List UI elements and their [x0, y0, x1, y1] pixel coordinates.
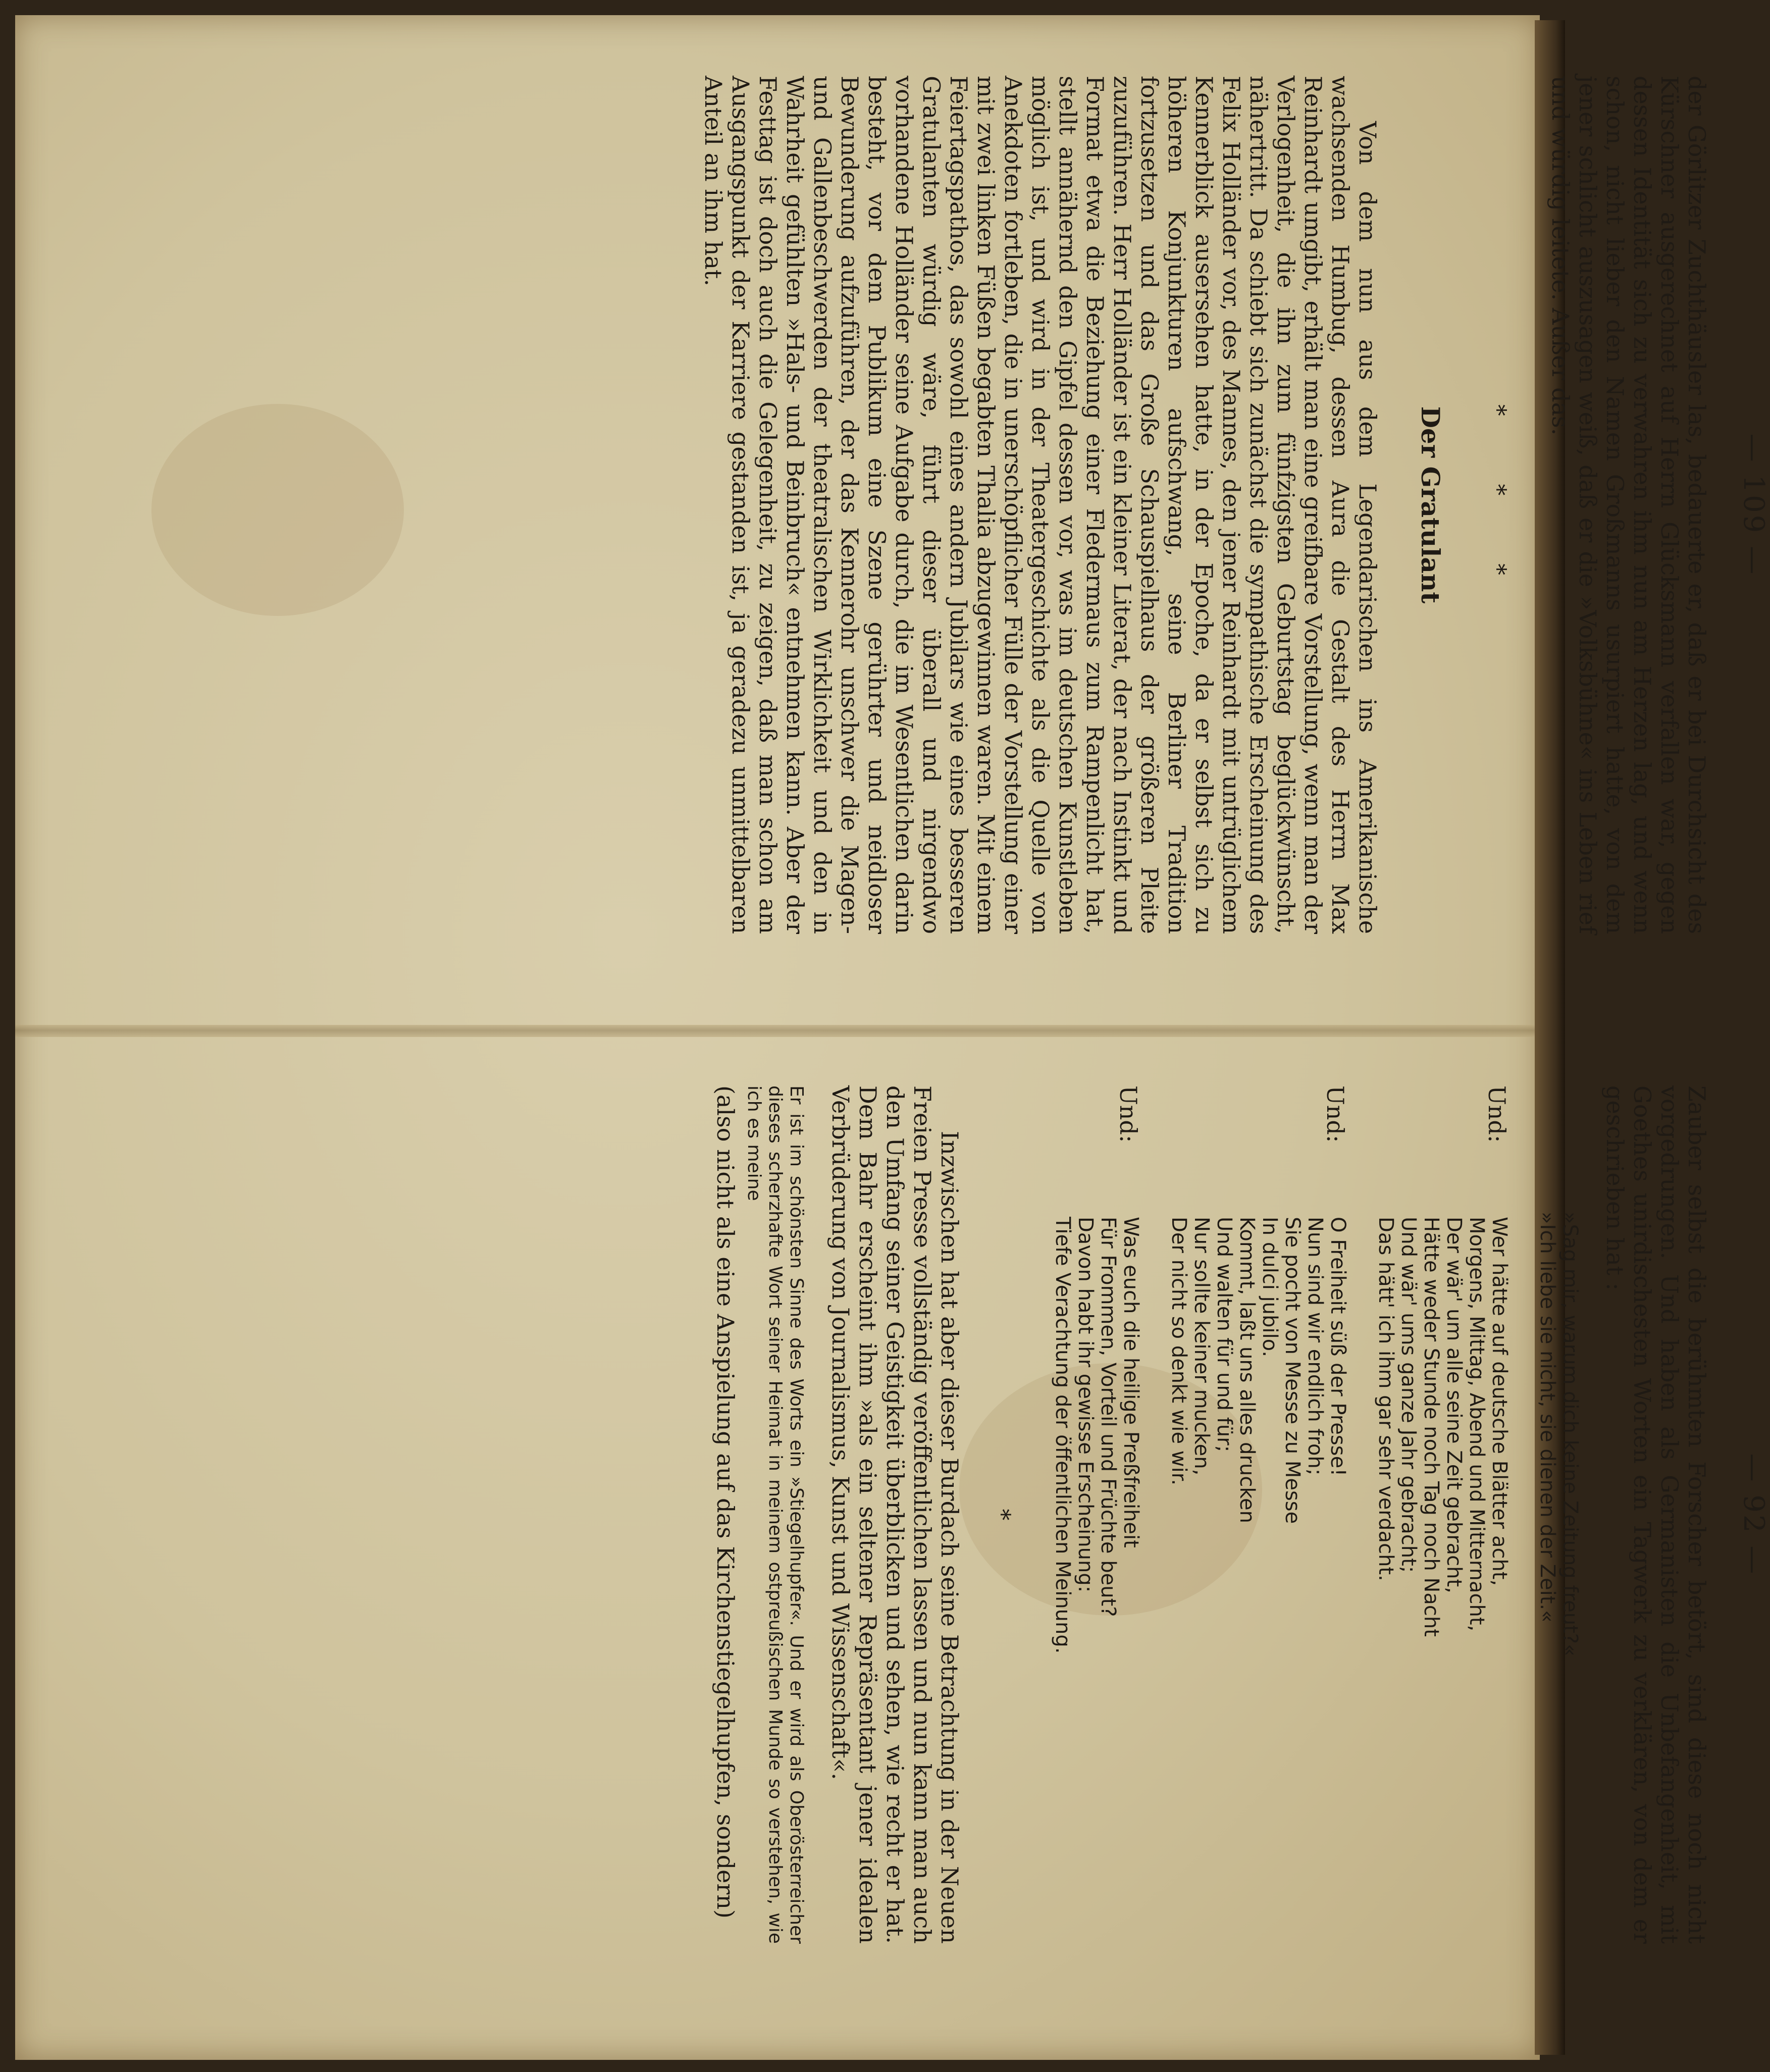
- page-109: [631, 76, 1770, 934]
- section-separator: *: [988, 1509, 1016, 1521]
- verse-line: Morgens, Mittag, Abend und Mitternacht,: [1465, 1217, 1488, 1632]
- verse-label: Und:: [1115, 1085, 1142, 1143]
- page-92: [631, 1085, 1770, 1944]
- verse: [1167, 1217, 1349, 1524]
- verse-line: Davon habt ihr gewisse Erscheinung:: [1074, 1217, 1097, 1593]
- verse-label: Und:: [1483, 1085, 1511, 1143]
- body-paragraph: der Görlitzer Zuchthäusler las, bedauerte er, daß er bei Durchsicht des Kürschner ausgerechnet auf Herrn Glücksmann verfallen war, gegen dessen Identität sich zu verwahren ihm nun am Herzen lag, und wenn schon, nicht lieber den Namen Großmanns usurpiert hatte, von dem jener schlicht auszusagen weiß, daß er die »Volksbühne« ins Leben rief und würdig leitete. Außer das.: [1547, 76, 1710, 934]
- page-number: — 109 —: [1737, 433, 1770, 577]
- paper-stain: [151, 404, 404, 616]
- verse-line: Nun sind wir endlich froh;: [1304, 1217, 1327, 1476]
- verse: [1051, 1217, 1142, 1653]
- body-paragraph: Inzwischen hat aber dieser Burdach seine Betrachtung in der Neuen Freien Presse vollständig veröffentlichen lassen und nun kann man auch den Umfang seiner Geistigkeit überblicken und sehen, wie recht er hat. Dem Bahr erscheint ihm »als ein seltener Repräsentant jener idealen Verbrüderung von Journalismus, Kunst und Wissenschaft«.: [827, 1085, 963, 1944]
- verse-line: Der wär' um alle seine Zeit gebracht,: [1442, 1217, 1466, 1593]
- body-paragraph: (also nicht als eine Anspielung auf das Kirchenstiegelhupfen, sondern): [712, 1085, 739, 1919]
- goethe-quote: [1536, 1085, 1581, 1944]
- page-number: — 92 —: [1737, 1453, 1770, 1576]
- verse-block: [1051, 1085, 1142, 1944]
- verse-line: Was euch die heilige Preßfreiheit: [1119, 1217, 1142, 1548]
- verse-line: Und wär' ums ganze Jahr gebracht;: [1397, 1217, 1420, 1573]
- quote-line: »Ich liebe sie nicht, sie dienen der Zeit.«: [1536, 1212, 1559, 1623]
- verse-line: Nur sollte keiner mucken,: [1190, 1217, 1213, 1476]
- body-paragraph: Von dem nun aus dem Legendarischen ins Amerikanische wachsenden Humbug, dessen Aura die Gestalt des Herrn Max Reinhardt umgibt, erhält man eine greifbare Vorstellung, wenn man der Verlogenheit, die ihn zum fünfzigsten Geburtstag beglückwünscht, nähertritt. Da schiebt sich zunächst die sympathische Erscheinung des Felix Holländer vor, des Mannes, den jener Reinhardt mit untrüglichem Kennerblick ausersehen hatte, in der Epoche, da er selbst sich zu höheren Konjunkturen aufschwang, seine Berliner Tradition fortzusetzen und das Große Schauspielhaus der größeren Pleite zuzuführen. Herr Holländer ist ein kleiner Literat, der nach Instinkt und Format etwa die Beziehung einer Fledermaus zum Rampenlicht hat, stellt annähernd den Gipfel dessen vor, was im deutschen Kunstleben möglich ist, und wird in der Theatergeschichte als die Quelle von Anekdoten fortleben, die in unerschöpflicher Fülle der Vorstellung einer mit zwei linken Füßen begabten Thalia abzugewinnen waren. Mit einem Feiertagspathos, das sowohl eines andern Jubilars wie eines besseren Gratulanten würdig wäre, führt dieser überall und nirgendwo vorhandene Holländer seine Aufgabe durch, die im Wesentlichen darin besteht, vor dem Publikum eine Szene gerührter und neidloser Bewunderung aufzuführen, der das Kennerohr unschwer die Magen- und Gallenbeschwerden der theatralischen Wirklichkeit und den in Wahrheit gefühlten »Hals- und Beinbruch« entnehmen kann. Aber der Festtag ist doch auch die Gelegenheit, zu zeigen, daß man schon am Ausgangspunkt der Karriere gestanden ist, ja geradezu unmittelbaren Anteil an ihm hat.: [700, 76, 1381, 934]
- verse-line: In dulci jubilo.: [1258, 1217, 1281, 1358]
- section-separator: * * *: [1484, 404, 1512, 606]
- verse: [1374, 1217, 1511, 1637]
- verse-line: Das hätt' ich ihm gar sehr verdacht.: [1374, 1217, 1397, 1581]
- section-heading: Der Gratulant: [1416, 406, 1445, 604]
- verse-line: Und walten für und für;: [1213, 1217, 1236, 1453]
- verse-line: Sie pocht von Messe zu Messe: [1281, 1217, 1304, 1524]
- page-fold: [15, 1025, 1540, 1037]
- body-paragraph: Zauber selbst die berühmten Forscher betört, sind diese noch nicht vorgedrungen. Und haben als Germanisten die Unbefangenheit, mit Goethes unirdischesten Worten ein Tagwerk zu verklären, von dem er geschrieben hat :: [1601, 1085, 1710, 1944]
- verse-label: Und:: [1322, 1085, 1349, 1143]
- verse-line: Kommt, laßt uns alles drucken: [1235, 1217, 1259, 1524]
- footnote: Er ist im schönsten Sinne des Worts ein »Stiegelhupfer«. Und er wird als Oberösterreicher dieses scherzhafte Wort seiner Heimat in meinem ostpreußischen Munde so verstehen, wie ich es meine: [744, 1085, 807, 1944]
- verse-line: Wer hätte auf deutsche Blätter acht,: [1488, 1217, 1511, 1586]
- quote-line: »Sag mir, warum dich keine Zeitung freut?«: [1558, 1212, 1582, 1656]
- verse-line: Der nicht so denkt wie wir.: [1167, 1217, 1190, 1486]
- verse-block: [1167, 1085, 1349, 1944]
- verse-line: Tiefe Verachtung der öffentlichen Meinung.: [1051, 1217, 1074, 1654]
- verse-line: Hätte weder Stunde noch Tag noch Nacht: [1420, 1217, 1443, 1637]
- verse-line: O Freiheit süß der Presse!: [1326, 1217, 1349, 1477]
- verse-line: Für Frommen, Vorteil und Früchte beut?: [1097, 1217, 1120, 1617]
- verse-block: [1374, 1085, 1511, 1944]
